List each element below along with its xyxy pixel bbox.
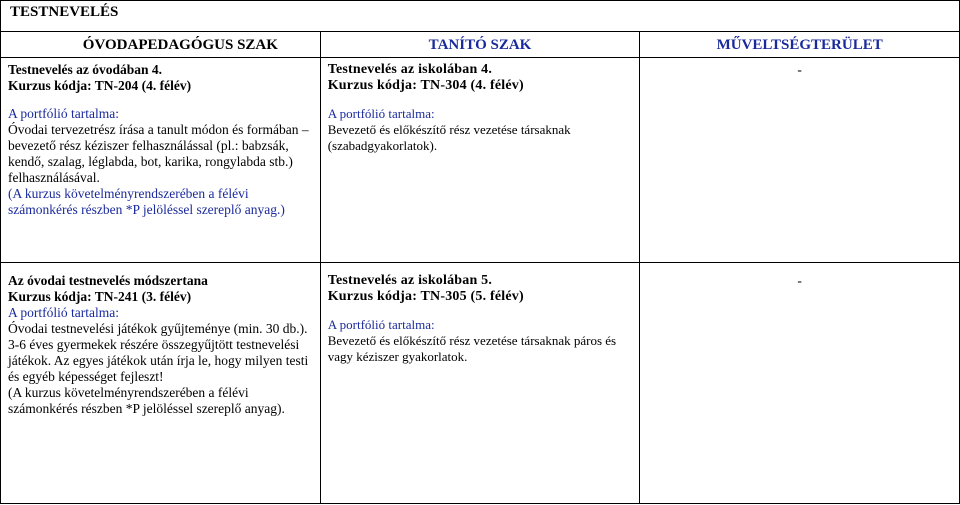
portfolio-label: A portfólió tartalma:	[327, 317, 435, 332]
course-title: Az óvodai testnevelés módszertana	[8, 273, 208, 288]
cell-row1-col2	[320, 58, 640, 263]
cell-row2-col2	[320, 263, 640, 504]
cell-row2-col3: -	[640, 263, 960, 504]
column-header-muveltsegterulet: MŰVELTSÉGTERÜLET	[640, 32, 960, 58]
portfolio-text: Bevezető és előkészítő rész vezetése társaknak páros és vagy kéziszer gyakorlatok.	[327, 333, 617, 364]
cell-row1-col1	[1, 58, 321, 263]
column-header-ovodapedagogus: ÓVODAPEDAGÓGUS SZAK	[1, 32, 321, 58]
document-title: TESTNEVELÉS	[1, 1, 960, 32]
portfolio-text: Bevezető és előkészítő rész vezetése társaknak (szabadgyakorlatok).	[327, 122, 571, 153]
course-code: Kurzus kódja: TN-304 (4. félév)	[327, 78, 524, 93]
course-title: Testnevelés az iskolában 4.	[327, 62, 493, 77]
cell-row2-col1	[1, 263, 321, 504]
course-code: Kurzus kódja: TN-305 (5. félév)	[327, 289, 524, 304]
portfolio-text-detail: 3-6 éves gyermekek részére összegyűjtött testnevelési játékok. Az egyes játékok után írja le, hogy milyen testi és egyéb képességet fejleszt!	[8, 337, 309, 384]
course-code: Kurzus kódja: TN-241 (3. félév)	[8, 289, 192, 304]
column-header-tanito: TANÍTÓ SZAK	[320, 32, 640, 58]
portfolio-note: (A kurzus követelményrendszerében a félévi számonkérés részben *P jelöléssel szereplő anyag).	[8, 385, 285, 416]
course-title: Testnevelés az óvodában 4.	[8, 62, 163, 77]
portfolio-label: A portfólió tartalma:	[8, 106, 119, 121]
portfolio-text: Óvodai testnevelési játékok gyűjteménye (min. 30 db.).	[8, 321, 308, 336]
portfolio-note: (A kurzus követelményrendszerében a félévi számonkérés részben *P jelöléssel szereplő anyag.)	[8, 186, 285, 217]
course-code: Kurzus kódja: TN-204 (4. félév)	[8, 78, 192, 93]
portfolio-label: A portfólió tartalma:	[8, 305, 119, 320]
portfolio-label: A portfólió tartalma:	[327, 106, 435, 121]
cell-row1-col3: -	[640, 58, 960, 263]
portfolio-text: Óvodai tervezetrész írása a tanult módon és formában – bevezető rész kéziszer felhasználással (pl.: babzsák, kendő, szalag, léglabda, bot, karika, rongylabda stb.) felhasználásával.	[8, 122, 309, 185]
course-title: Testnevelés az iskolában 5.	[327, 273, 493, 288]
